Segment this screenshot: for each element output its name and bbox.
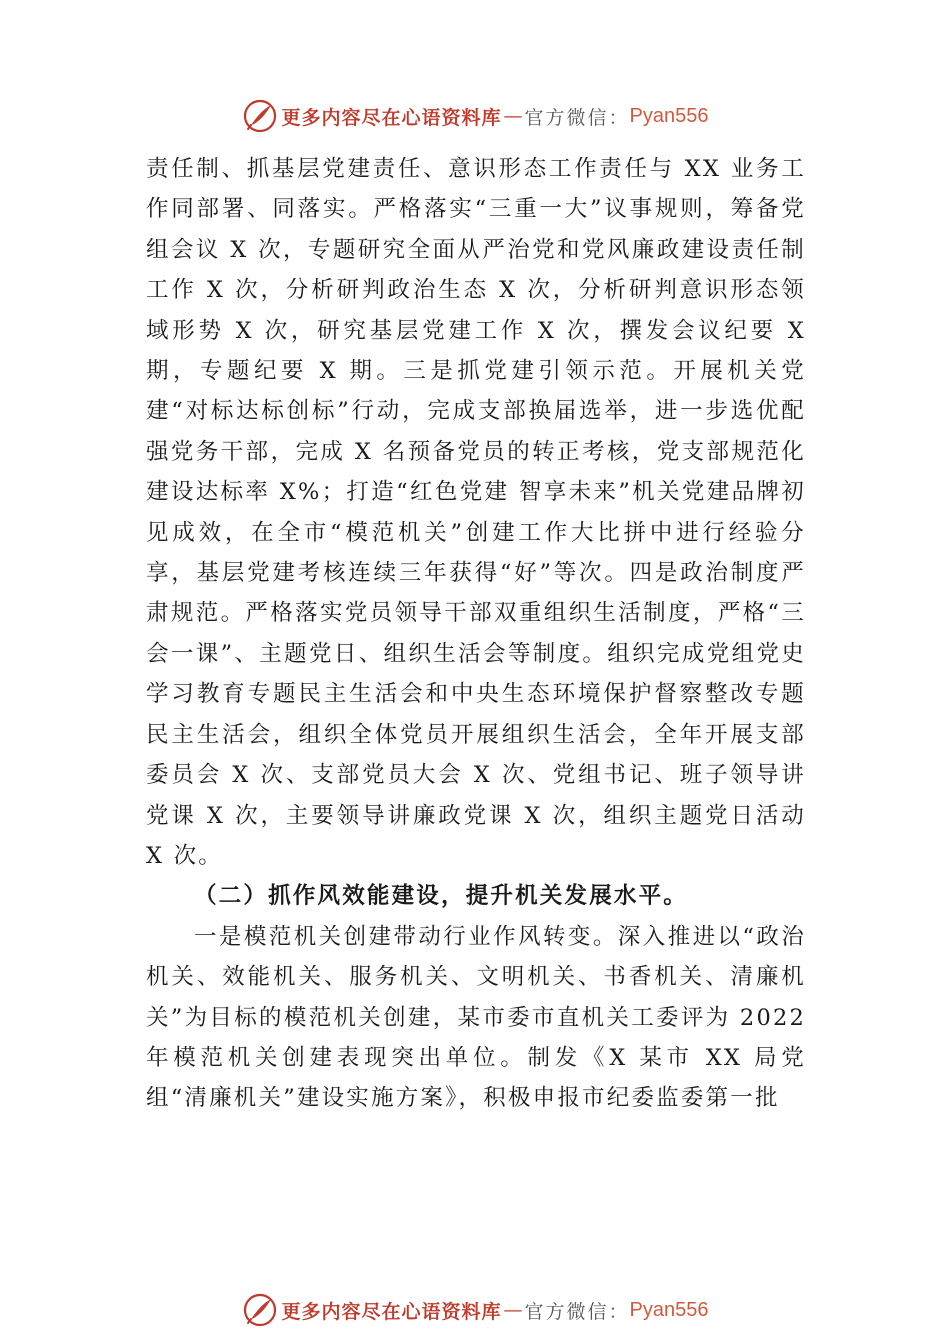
document-body — [146, 149, 806, 1119]
watermark-label: 官方微信： — [524, 1300, 630, 1323]
watermark-wechat-id: Pyan556 — [629, 104, 709, 127]
watermark-brand: 更多内容尽在心语资料库 — [281, 106, 502, 129]
paragraph-next: 一是模范机关创建带动行业作风转变。深入推进以“政治机关、效能机关、服务机关、文明机关、书香机关、清廉机关”为目标的模范机关创建，某市委市直机关工委评为 2022 年模范机关创建表现突出单位。制发《X 某市 XX 局党组“清廉机关”建设实施方案》，积极申报市纪委监委第一批 — [146, 923, 806, 1112]
watermark-separator: — — [503, 1299, 523, 1321]
quill-logo-icon — [242, 98, 278, 134]
footer-watermark — [0, 1290, 950, 1330]
section-heading: （二）抓作风效能建设，提升机关发展水平。 — [194, 883, 689, 910]
watermark-wechat-id: Pyan556 — [629, 1298, 709, 1321]
quill-logo-icon — [242, 1292, 278, 1328]
paragraph-continued: 责任制、抓基层党建责任、意识形态工作责任与 XX 业务工作同部署、同落实。严格落实“三重一大”议事规则，筹备党组会议 X 次，专题研究全面从严治党和党风廉政建设责任制工作 X 次，分析研判政治生态 X 次，分析研判意识形态领域形势 X 次，研究基层党建工作 X 次，撰发会议纪要 X 期，专题纪要 X 期。三是抓党建引领示范。开展机关党建“对标达标创标”行动，完成支部换届选举，进一步选优配强党务干部，完成 X 名预备党员的转正考核，党支部规范化建设达标率 X%；打造“红色党建 智享未来”机关党建品牌初见成效，在全市“模范机关”创建工作大比拼中进行经验分享，基层党建考核连续三年获得“好”等次。四是政治制度严肃规范。严格落实党员领导干部双重组织生活制度，严格“三会一课”、主题党日、组织生活会等制度。组织完成党组党史学习教育专题民主生活会和中央生态环境保护督察整改专题民主生活会，组织全体党员开展组织生活会，全年开展支部委员会 X 次、支部党员大会 X 次、党组书记、班子领导讲党课 X 次，主要领导讲廉政党课 X 次，组织主题党日活动 X 次。 — [146, 156, 806, 869]
watermark-separator: — — [503, 105, 523, 127]
header-watermark — [0, 96, 950, 136]
watermark-label: 官方微信： — [524, 106, 630, 129]
watermark-brand: 更多内容尽在心语资料库 — [281, 1300, 502, 1323]
